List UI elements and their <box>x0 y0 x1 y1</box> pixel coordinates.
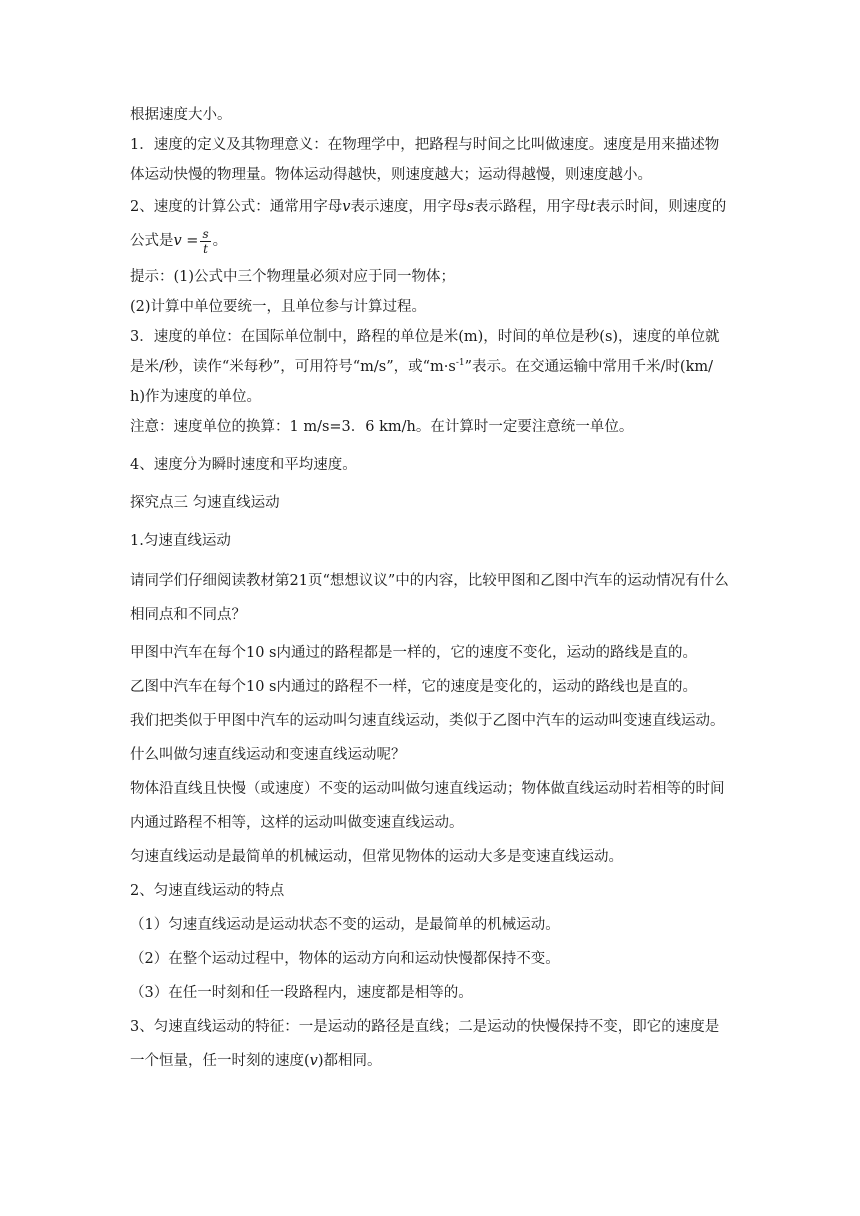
text-segment: 。 <box>212 233 228 249</box>
paragraph-question: 请同学们仔细阅读教材第21页“想想议议”中的内容，比较甲图和乙图中汽车的运动情况有什么相同点和不同点？ <box>130 573 729 623</box>
paragraph-question-2: 什么叫做匀速直线运动和变速直线运动呢？ <box>130 747 406 763</box>
paragraph-speed-unit <box>130 322 730 412</box>
document-body <box>130 100 730 1078</box>
paragraph-characteristics <box>130 1010 730 1078</box>
text-segment: 3．速度的单位：在国际单位制中，路程的单位是米(m)，时间的单位是秒(s)，速度的单位就是米/秒，读作“米每秒”，可用符号“m/s”，或“m·s <box>130 329 720 375</box>
paragraph-intro: 根据速度大小。 <box>130 107 232 123</box>
paragraph-hint-2: (2)计算中单位要统一，且单位参与计算过程。 <box>130 299 427 315</box>
text-segment: )都相同。 <box>317 1053 382 1069</box>
paragraph-speed-types: 4、速度分为瞬时速度和平均速度。 <box>130 457 357 473</box>
subsection-heading-features: 2、匀速直线运动的特点 <box>130 883 285 899</box>
formula-numerator: s <box>202 226 209 241</box>
feature-item-2: （2）在整个运动过程中，物体的运动方向和运动快慢都保持不变。 <box>130 951 560 967</box>
paragraph-speed-formula <box>130 190 730 258</box>
variable-v: v <box>342 199 351 215</box>
paragraph-definition-naming: 我们把类似于甲图中汽车的运动叫匀速直线运动，类似于乙图中汽车的运动叫变速直线运动。 <box>130 713 725 729</box>
text-segment: ”表示。在交通运输中常用千米/时(km/ h)作为速度的单位。 <box>130 359 718 405</box>
text-segment: 表示时间，则速度的公式是 <box>130 199 727 249</box>
feature-item-3: （3）在任一时刻和任一段路程内，速度都是相等的。 <box>130 985 473 1001</box>
formula-fraction <box>200 227 210 256</box>
paragraph-figure-b: 乙图中汽车在每个10 s内通过的路程不一样，它的速度是变化的，运动的路线也是直的。 <box>130 679 697 695</box>
paragraph-unit-conversion: 注意：速度单位的换算：1 m/s=3．6 km/h。在计算时一定要注意统一单位。 <box>130 419 634 435</box>
subsection-heading: 1.匀速直线运动 <box>130 533 231 549</box>
formula-lhs: v = <box>173 233 199 249</box>
paragraph-speed-definition: 1．速度的定义及其物理意义：在物理学中，把路程与时间之比叫做速度。速度是用来描述物体运动快慢的物理量。物体运动得越快，则速度越大；运动得越慢，则速度越小。 <box>130 137 720 183</box>
formula-denominator: t <box>203 241 208 256</box>
text-segment: 表示速度，用字母 <box>350 199 467 215</box>
text-segment: 3、匀速直线运动的特征：一是运动的路径是直线；二是运动的快慢保持不变，即它的速度是一个恒量，任一时刻的速度( <box>130 1019 720 1069</box>
paragraph-figure-a: 甲图中汽车在每个10 s内通过的路程都是一样的，它的速度不变化，运动的路线是直的。 <box>130 645 697 661</box>
paragraph-summary: 匀速直线运动是最简单的机械运动，但常见物体的运动大多是变速直线运动。 <box>130 849 623 865</box>
superscript: -1 <box>455 358 465 369</box>
feature-item-1: （1）匀速直线运动是运动状态不变的运动，是最简单的机械运动。 <box>130 917 560 933</box>
section-heading: 探究点三 匀速直线运动 <box>130 495 280 511</box>
variable-t: t <box>589 199 596 215</box>
variable-s: s <box>466 199 474 215</box>
paragraph-definition: 物体沿直线且快慢（或速度）不变的运动叫做匀速直线运动；物体做直线运动时若相等的时间内通过路程不相等，这样的运动叫做变速直线运动。 <box>130 781 725 831</box>
text-segment: 表示路程，用字母 <box>473 199 590 215</box>
variable-v: v <box>309 1053 318 1069</box>
text-segment: 2、速度的计算公式：通常用字母 <box>130 199 343 215</box>
paragraph-hint-1: 提示：(1)公式中三个物理量必须对应于同一物体； <box>130 269 456 285</box>
